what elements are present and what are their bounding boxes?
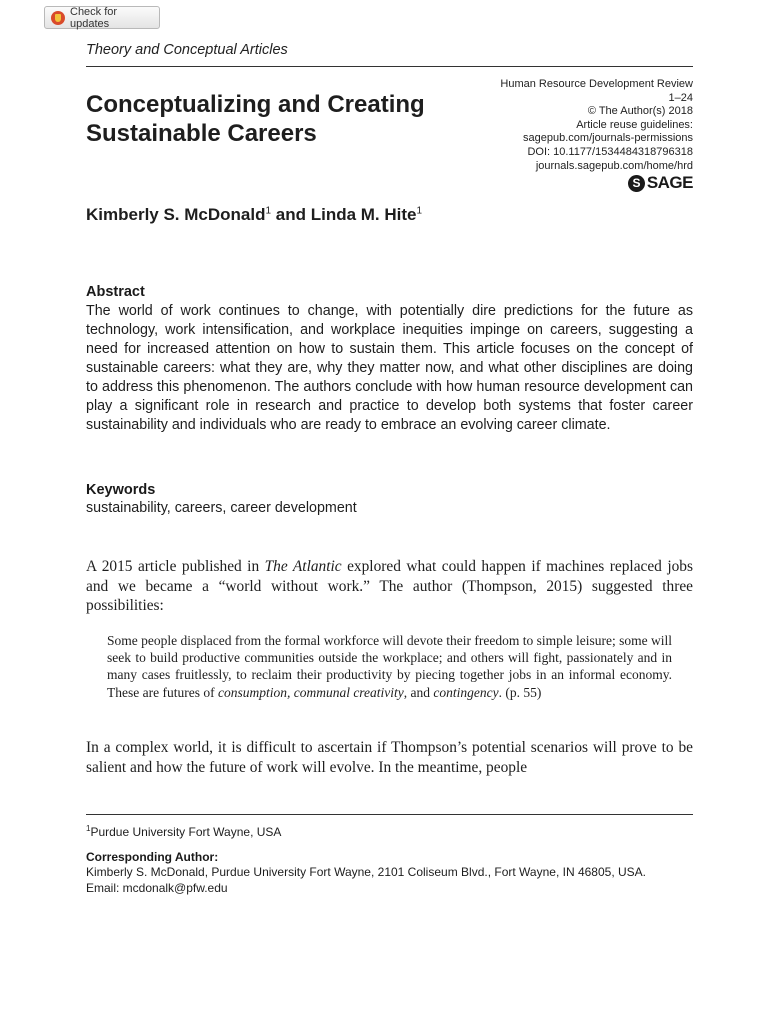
sage-wordmark: SAGE <box>646 173 693 192</box>
author-2-affiliation: 1 <box>416 205 423 217</box>
copyright: © The Author(s) 2018 <box>587 105 693 118</box>
body-paragraph-2: In a complex world, it is difficult to ascertain if Thompson’s potential scenarios will prove to be salient and how the future of work will evolve. In the meantime, people <box>86 739 693 776</box>
quote-italic-2: contingency <box>433 684 499 700</box>
abstract-text: The world of work continues to change, with potentially dire predictions for the future as technology, work intensification, and workplace inequities impinge on careers, suggesting a need for increased attention on how to sustain them. This article focuses on the concept of sustainable careers: what they are, why they matter now, and what other disciplines are doing to address this phenomenon. The authors conclude with how human resource development can play a significant role in research and practice to develop both systems that foster career sustainability and individuals who are ready to embrace an evolving career climate. <box>86 303 693 433</box>
title-line-1: Conceptualizing and Creating <box>86 91 425 118</box>
page-range: 1–24 <box>668 91 693 104</box>
corresponding-author-heading: Corresponding Author: <box>86 850 219 864</box>
sage-s-icon: S <box>628 175 645 192</box>
doi[interactable]: DOI: 10.1177/1534484318796318 <box>527 145 693 158</box>
title-line-2: Sustainable Careers <box>86 120 317 147</box>
journal-info <box>463 78 693 173</box>
header-divider <box>86 66 693 67</box>
journal-name: Human Resource Development Review <box>500 78 693 90</box>
affiliation-footnote <box>86 825 281 839</box>
sage-logo <box>628 173 693 193</box>
keywords-text: sustainability, careers, career development <box>86 500 357 516</box>
corresponding-address: Kimberly S. McDonald, Purdue University Fort Wayne, 2101 Coliseum Blvd., Fort Wayne, IN 46805, USA. <box>86 865 646 879</box>
block-quote <box>107 632 672 701</box>
author-2: Linda M. Hite <box>310 205 417 224</box>
quote-text-a: Some people displaced from the formal workforce will devote their freedom to simple leisure; some will seek to build productive communities outside the workplace; and others will fight, passionately and in many cases fruitlessly, to reclaim their productivity by piecing together jobs in an informal economy. These are futures of <box>107 633 672 700</box>
article-section-label: Theory and Conceptual Articles <box>86 42 288 58</box>
affiliation-marker: 1 <box>86 824 91 833</box>
p1-text-b: explored what could happen if machines replaced jobs and we became a “world without work.” The author (Thompson, 2015) suggested three possibilities: <box>86 558 693 614</box>
article-title <box>86 90 496 148</box>
author-1-affiliation: 1 <box>265 205 272 217</box>
keywords-heading: Keywords <box>86 482 156 498</box>
quote-text-b: , and <box>403 684 434 700</box>
reuse-guidelines: Article reuse guidelines: <box>576 118 693 131</box>
journal-homepage-link[interactable]: journals.sagepub.com/home/hrd <box>535 159 693 172</box>
body-paragraph-1 <box>86 557 693 616</box>
corresponding-email[interactable]: Email: mcdonalk@pfw.edu <box>86 880 228 895</box>
p1-text-a: A 2015 article published in <box>86 558 265 575</box>
p1-italic-journal: The Atlantic <box>264 558 342 575</box>
affiliation-text: Purdue University Fort Wayne, USA <box>90 825 282 839</box>
permissions-link[interactable]: sagepub.com/journals-permissions <box>523 132 693 145</box>
author-1: Kimberly S. McDonald <box>86 205 266 224</box>
crossmark-icon <box>51 11 65 25</box>
quote-italic-1: consumption, communal creativity <box>217 684 404 700</box>
check-for-updates-button[interactable] <box>44 6 160 29</box>
corresponding-author-details <box>86 865 686 896</box>
abstract-heading: Abstract <box>86 284 145 300</box>
author-line <box>86 205 422 225</box>
footnote-divider <box>86 814 693 815</box>
author-connector: and <box>271 205 311 224</box>
check-for-updates-label: Check for updates <box>70 5 118 30</box>
quote-text-c: . (p. 55) <box>498 684 542 700</box>
